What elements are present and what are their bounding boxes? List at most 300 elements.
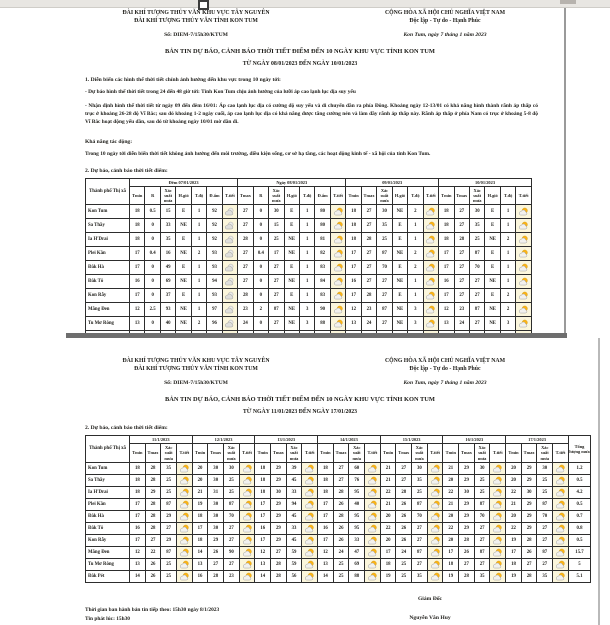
- value-cell: 21: [380, 498, 396, 510]
- weather-sun-cloud-cell: [177, 546, 193, 558]
- sun-cloud-icon: [492, 548, 503, 557]
- value-cell: 26: [145, 570, 161, 582]
- signer-name: Nguyễn Văn Huy: [409, 615, 451, 621]
- value-cell: NE: [392, 275, 407, 289]
- value-cell: 25: [396, 570, 412, 582]
- weather-sun-cloud-cell: [423, 261, 438, 275]
- value-cell: 30: [474, 462, 490, 474]
- value-cell: 17: [439, 247, 454, 261]
- value-cell: 1: [408, 275, 423, 289]
- weather-sun-cloud-cell: [177, 510, 193, 522]
- value-cell: 3: [408, 303, 423, 317]
- table-row: [86, 486, 591, 498]
- section2-heading-page2: 2. Dự báo, cảnh báo thời tiết điểm:: [85, 425, 168, 432]
- location-name: Đắk Tô: [86, 522, 130, 534]
- value-cell: 93: [160, 303, 175, 317]
- column-header: T.tiết: [330, 187, 345, 205]
- sun-cloud-icon: [430, 560, 441, 569]
- weather-sun-cloud-cell: [177, 462, 193, 474]
- value-cell: 49: [160, 261, 175, 275]
- weather-sun-cloud-cell: [239, 486, 255, 498]
- value-cell: 25: [377, 233, 392, 247]
- value-cell: 87: [412, 546, 428, 558]
- value-cell: 88: [349, 570, 365, 582]
- national-title-2: CỘNG HÒA XÃ HỘI CHỦ NGHĨA VIỆT NAM: [384, 358, 506, 364]
- value-cell: 26: [208, 546, 224, 558]
- value-cell: 18: [439, 219, 454, 233]
- value-cell: 27: [238, 205, 253, 219]
- value-cell: 25: [537, 486, 553, 498]
- sun-cloud-icon: [518, 249, 529, 258]
- location-name: Măng Đen: [86, 546, 130, 558]
- weather-moon-cloud-cell: [222, 317, 237, 331]
- value-cell: 17: [318, 498, 334, 510]
- weather-moon-cloud-cell: [222, 303, 237, 317]
- date-group-header: 11/1/2023: [130, 436, 193, 444]
- value-cell: 28: [238, 233, 253, 247]
- value-cell: 70: [224, 510, 240, 522]
- value-cell: 0.5: [145, 205, 160, 219]
- weather-sun-cloud-cell: [177, 474, 193, 486]
- value-cell: 45: [286, 474, 302, 486]
- value-cell: 0: [145, 275, 160, 289]
- value-cell: 28: [459, 534, 475, 546]
- table-row: [86, 219, 532, 233]
- value-cell: E: [392, 233, 407, 247]
- value-cell: 17: [318, 510, 334, 522]
- weather-sun-cloud-cell: [516, 205, 532, 219]
- table-row: [86, 558, 591, 570]
- column-header: Tmin: [346, 187, 361, 205]
- weather-sun-cloud-cell: [330, 317, 345, 331]
- value-cell: 82: [315, 247, 330, 261]
- table-row: [86, 275, 532, 289]
- value-cell: 26: [459, 546, 475, 558]
- value-cell: 15.7: [569, 546, 591, 558]
- value-cell: 20: [443, 534, 459, 546]
- sun-cloud-icon: [430, 488, 441, 497]
- value-cell: 27: [459, 558, 475, 570]
- value-cell: 27: [454, 289, 469, 303]
- column-header: H.gió: [485, 187, 500, 205]
- location-name: Kon Rẫy: [86, 289, 130, 303]
- value-cell: 2: [500, 303, 515, 317]
- value-cell: NE: [176, 275, 191, 289]
- value-cell: 25: [412, 486, 428, 498]
- sun-cloud-icon: [333, 221, 344, 230]
- value-cell: 28: [271, 570, 287, 582]
- value-cell: 27: [377, 275, 392, 289]
- document-number: Số: DIEM-7/15h30/KTUM: [164, 32, 228, 39]
- sun-cloud-icon: [425, 319, 436, 328]
- value-cell: 31: [208, 486, 224, 498]
- weather-sun-cloud-cell: [516, 303, 532, 317]
- value-cell: 1: [191, 275, 206, 289]
- moon-cloud-icon: [224, 263, 235, 272]
- column-header: Tmax: [361, 187, 376, 205]
- value-cell: 1: [191, 261, 206, 275]
- value-cell: 18: [255, 462, 271, 474]
- value-cell: 27: [396, 462, 412, 474]
- value-cell: 27: [469, 317, 484, 331]
- column-header: Xác suất mưa: [469, 187, 484, 205]
- value-cell: 17: [130, 261, 145, 275]
- value-cell: E: [176, 233, 191, 247]
- value-cell: 13: [130, 317, 145, 331]
- moon-cloud-icon: [224, 305, 235, 314]
- value-cell: E: [284, 205, 299, 219]
- sun-cloud-icon: [179, 560, 190, 569]
- table-row: [86, 247, 532, 261]
- agency-province-line: ĐÀI KHÍ TƯỢNG THỦY VĂN TỈNH KON TUM: [134, 17, 258, 24]
- sun-cloud-icon: [555, 536, 566, 545]
- value-cell: 16: [192, 570, 208, 582]
- value-cell: 95: [349, 510, 365, 522]
- sun-cloud-icon: [304, 512, 315, 521]
- value-cell: 25: [474, 486, 490, 498]
- national-motto-2: Độc lập - Tự do - Hạnh Phúc: [409, 365, 481, 372]
- column-header: Tmax: [459, 444, 475, 462]
- value-cell: 28: [145, 510, 161, 522]
- value-cell: 12: [346, 303, 361, 317]
- value-cell: NE: [485, 317, 500, 331]
- value-cell: 3: [500, 317, 515, 331]
- value-cell: 18: [346, 233, 361, 247]
- value-cell: 70: [537, 510, 553, 522]
- sun-cloud-icon: [304, 476, 315, 485]
- weather-sun-cloud-cell: [490, 474, 506, 486]
- value-cell: 30: [271, 486, 287, 498]
- value-cell: 5: [569, 558, 591, 570]
- value-cell: 29: [145, 486, 161, 498]
- column-header: Tmin: [380, 444, 396, 462]
- weather-moon-cloud-cell: [222, 205, 237, 219]
- value-cell: 87: [537, 498, 553, 510]
- date-group-header: 09/01/2023: [346, 179, 439, 187]
- sun-cloud-icon: [430, 464, 441, 473]
- location-name: Sa Thầy: [86, 474, 130, 486]
- value-cell: 24: [396, 546, 412, 558]
- sun-cloud-icon: [179, 512, 190, 521]
- value-cell: 95: [349, 522, 365, 534]
- value-cell: 17: [346, 289, 361, 303]
- value-cell: 87: [161, 546, 177, 558]
- forecast-table-days-1-4: [85, 178, 532, 345]
- value-cell: 56: [286, 570, 302, 582]
- value-cell: 1: [299, 233, 314, 247]
- weather-sun-cloud-cell: [239, 534, 255, 546]
- weather-sun-cloud-cell: [490, 522, 506, 534]
- table-row: [86, 317, 532, 331]
- location-name: Tu Mơ Rông: [86, 558, 130, 570]
- value-cell: 29: [208, 534, 224, 546]
- value-cell: 19: [506, 534, 522, 546]
- column-header: H.gió: [176, 187, 191, 205]
- weather-sun-cloud-cell: [553, 462, 569, 474]
- value-cell: 17: [130, 289, 145, 303]
- page2-title-block: [60, 396, 540, 415]
- value-cell: 18: [439, 233, 454, 247]
- value-cell: 87: [377, 247, 392, 261]
- value-cell: 30: [377, 205, 392, 219]
- value-cell: 27: [454, 205, 469, 219]
- value-cell: 16: [318, 522, 334, 534]
- value-cell: NE: [284, 275, 299, 289]
- sun-cloud-icon: [179, 488, 190, 497]
- value-cell: 16: [439, 275, 454, 289]
- sun-cloud-icon: [242, 548, 253, 557]
- date-group-header: 15/1/2023: [380, 436, 443, 444]
- value-cell: 18: [130, 486, 146, 498]
- value-cell: 28: [521, 570, 537, 582]
- sun-cloud-icon: [555, 560, 566, 569]
- weather-sun-cloud-cell: [330, 247, 345, 261]
- weather-moon-cloud-cell: [222, 289, 237, 303]
- location-name: Đắk Pét: [86, 570, 130, 582]
- value-cell: 47: [349, 546, 365, 558]
- column-header: T.tiết: [553, 444, 569, 462]
- value-cell: E: [485, 219, 500, 233]
- column-header: Tmin: [443, 444, 459, 462]
- value-cell: 59: [286, 546, 302, 558]
- location-name: Măng Đen: [86, 303, 130, 317]
- value-cell: 27: [537, 558, 553, 570]
- value-cell: 2: [500, 289, 515, 303]
- table-row: [86, 205, 532, 219]
- page2-body: [85, 425, 572, 431]
- value-cell: 20: [380, 534, 396, 546]
- table-row: [86, 474, 591, 486]
- column-header: Xác suất mưa: [349, 444, 365, 462]
- value-cell: E: [485, 289, 500, 303]
- value-cell: 17: [380, 546, 396, 558]
- weather-sun-cloud-cell: [553, 534, 569, 546]
- value-cell: 27: [238, 219, 253, 233]
- value-cell: 27: [361, 275, 376, 289]
- date-group-header: 14/1/2023: [318, 436, 381, 444]
- value-cell: 28: [396, 486, 412, 498]
- weather-sun-cloud-cell: [490, 510, 506, 522]
- column-header: H.gió: [392, 187, 407, 205]
- agency-region-line: ĐÀI KHÍ TƯỢNG THỦY VĂN KHU VỰC TÂY NGUYÊN: [122, 10, 270, 16]
- value-cell: 30: [412, 462, 428, 474]
- impact-text: Trong 10 ngày tới diễn biến thời tiết không ảnh hưởng đến môi trường, điều kiện sống, cơ sở hạ tầng, các hoạt động kinh tế - xã hội của tỉnh Kon Tum.: [85, 150, 431, 157]
- value-cell: 1: [408, 289, 423, 303]
- sun-cloud-icon: [242, 488, 253, 497]
- value-cell: 27: [145, 534, 161, 546]
- document-number-2: Số: DIEM-7/15h30/KTUM: [164, 380, 228, 387]
- sun-cloud-icon: [518, 221, 529, 230]
- value-cell: 87: [474, 546, 490, 558]
- value-cell: 96: [207, 317, 222, 331]
- value-cell: NE: [176, 219, 191, 233]
- value-cell: 1: [299, 205, 314, 219]
- weather-sun-cloud-cell: [427, 498, 443, 510]
- value-cell: 30: [208, 474, 224, 486]
- value-cell: 18: [318, 486, 334, 498]
- column-header: R: [145, 187, 160, 205]
- value-cell: NE: [392, 247, 407, 261]
- value-cell: 0: [253, 261, 268, 275]
- value-cell: 40: [160, 317, 175, 331]
- table-row: [86, 233, 532, 247]
- value-cell: 35: [160, 233, 175, 247]
- value-cell: 1: [500, 219, 515, 233]
- weather-sun-cloud-cell: [427, 570, 443, 582]
- value-cell: 17: [269, 247, 284, 261]
- issue-date-2: Kon Tum, ngày 7 tháng 1 năm 2023: [403, 380, 487, 387]
- corner-header: Thành phố Thị xã: [86, 436, 130, 462]
- value-cell: 13: [130, 558, 146, 570]
- sun-cloud-icon: [242, 500, 253, 509]
- moon-cloud-icon: [224, 319, 235, 328]
- weather-sun-cloud-cell: [177, 522, 193, 534]
- viewer-top-strip: [0, 0, 610, 8]
- weather-sun-cloud-cell: [423, 275, 438, 289]
- value-cell: 27: [208, 558, 224, 570]
- value-cell: 28: [145, 474, 161, 486]
- value-cell: 18: [318, 474, 334, 486]
- agency-province-line-2: ĐÀI KHÍ TƯỢNG THỦY VĂN TỈNH KON TUM: [134, 365, 258, 372]
- weather-sun-cloud-cell: [553, 474, 569, 486]
- total-rain-header: Tổng lượng mưa: [569, 436, 591, 462]
- page2-header: [0, 356, 598, 387]
- value-cell: NE: [176, 317, 191, 331]
- value-cell: 1: [500, 261, 515, 275]
- value-cell: NE: [284, 233, 299, 247]
- weather-sun-cloud-cell: [553, 570, 569, 582]
- value-cell: 30: [521, 486, 537, 498]
- column-header: Tmax: [145, 444, 161, 462]
- value-cell: 18: [443, 558, 459, 570]
- value-cell: 29: [161, 510, 177, 522]
- value-cell: 16: [255, 522, 271, 534]
- value-cell: 35: [412, 570, 428, 582]
- value-cell: 29: [459, 510, 475, 522]
- value-cell: 2: [191, 317, 206, 331]
- weather-sun-cloud-cell: [490, 546, 506, 558]
- value-cell: 28: [271, 558, 287, 570]
- value-cell: 1: [500, 205, 515, 219]
- column-header: R: [253, 187, 268, 205]
- sun-cloud-icon: [518, 235, 529, 244]
- value-cell: 30: [208, 510, 224, 522]
- value-cell: 29: [271, 534, 287, 546]
- column-header: T.tiết: [427, 444, 443, 462]
- value-cell: 27: [269, 289, 284, 303]
- location-name: Đắk Hà: [86, 510, 130, 522]
- value-cell: 17: [318, 534, 334, 546]
- value-cell: 30: [469, 205, 484, 219]
- sun-cloud-icon: [430, 500, 441, 509]
- weather-sun-cloud-cell: [490, 498, 506, 510]
- column-header: Xác suất mưa: [377, 187, 392, 205]
- value-cell: 19: [192, 498, 208, 510]
- value-cell: 27: [161, 522, 177, 534]
- value-cell: 22: [506, 522, 522, 534]
- sun-cloud-icon: [242, 536, 253, 545]
- issuing-agency-block-2: [76, 358, 316, 387]
- value-cell: 26: [333, 534, 349, 546]
- value-cell: 26: [145, 558, 161, 570]
- value-cell: 21: [380, 462, 396, 474]
- value-cell: 27: [224, 534, 240, 546]
- column-header: Tmin: [255, 444, 271, 462]
- weather-sun-cloud-cell: [427, 546, 443, 558]
- value-cell: 35: [412, 474, 428, 486]
- column-header: T.độ: [500, 187, 515, 205]
- weather-sun-cloud-cell: [302, 570, 318, 582]
- sun-cloud-icon: [492, 536, 503, 545]
- sun-cloud-icon: [367, 488, 378, 497]
- location-name: Kon Tum: [86, 205, 130, 219]
- sun-cloud-icon: [555, 476, 566, 485]
- weather-sun-cloud-cell: [239, 498, 255, 510]
- value-cell: 37: [160, 289, 175, 303]
- bulletin-title-2: BẢN TIN DỰ BÁO, CẢNH BÁO THỜI TIẾT ĐIỂM ĐẾN 10 NGÀY KHU VỰC TỈNH KON TUM: [165, 396, 435, 404]
- value-cell: 26: [521, 546, 537, 558]
- sun-cloud-icon: [425, 277, 436, 286]
- value-cell: 0: [145, 219, 160, 233]
- column-header: H.gió: [284, 187, 299, 205]
- value-cell: 29: [271, 474, 287, 486]
- date-group-header: 10/01/2023: [439, 179, 532, 187]
- weather-sun-cloud-cell: [239, 546, 255, 558]
- value-cell: E: [485, 247, 500, 261]
- bulletin-date-range: TỪ NGÀY 08/01/2023 ĐẾN NGÀY 10/01/2023: [242, 61, 358, 68]
- weather-sun-cloud-cell: [302, 486, 318, 498]
- value-cell: 30: [208, 498, 224, 510]
- sun-cloud-icon: [425, 305, 436, 314]
- sun-cloud-icon: [430, 536, 441, 545]
- column-header: Tmax: [271, 444, 287, 462]
- value-cell: 90: [315, 303, 330, 317]
- section2-heading-page1: 2. Dự báo, cảnh báo thời tiết điểm:: [85, 168, 168, 175]
- column-header: T.tiết: [222, 187, 237, 205]
- value-cell: 1: [408, 219, 423, 233]
- form-checkbox-icon[interactable]: [198, 0, 209, 10]
- value-cell: NE: [392, 303, 407, 317]
- weather-moon-cloud-cell: [222, 219, 237, 233]
- value-cell: 28: [459, 570, 475, 582]
- sun-cloud-icon: [242, 464, 253, 473]
- weather-sun-cloud-cell: [490, 462, 506, 474]
- sun-cloud-icon: [425, 249, 436, 258]
- value-cell: 14: [130, 570, 146, 582]
- sun-cloud-icon: [555, 512, 566, 521]
- national-title: CỘNG HÒA XÃ HỘI CHỦ NGHĨA VIỆT NAM: [384, 10, 506, 16]
- weather-sun-cloud-cell: [553, 486, 569, 498]
- bulletin-title: BẢN TIN DỰ BÁO, CẢNH BÁO THỜI TIẾT ĐIỂM ĐẾN 10 NGÀY KHU VỰC TỈNH KON TUM: [165, 48, 435, 56]
- value-cell: 29: [459, 522, 475, 534]
- value-cell: 14: [255, 570, 271, 582]
- value-cell: 27: [361, 219, 376, 233]
- column-header: Tmax: [333, 444, 349, 462]
- location-name: Ia H'Drai: [86, 233, 130, 247]
- moon-cloud-icon: [224, 277, 235, 286]
- weather-sun-cloud-cell: [516, 317, 532, 331]
- moon-cloud-icon: [224, 207, 235, 216]
- weather-sun-cloud-cell: [365, 510, 381, 522]
- value-cell: 25: [333, 570, 349, 582]
- national-motto-block: [338, 10, 552, 39]
- value-cell: 81: [315, 233, 330, 247]
- weather-moon-cloud-cell: [222, 247, 237, 261]
- value-cell: 21: [443, 462, 459, 474]
- value-cell: 23: [238, 303, 253, 317]
- value-cell: 2: [408, 205, 423, 219]
- value-cell: 27: [269, 275, 284, 289]
